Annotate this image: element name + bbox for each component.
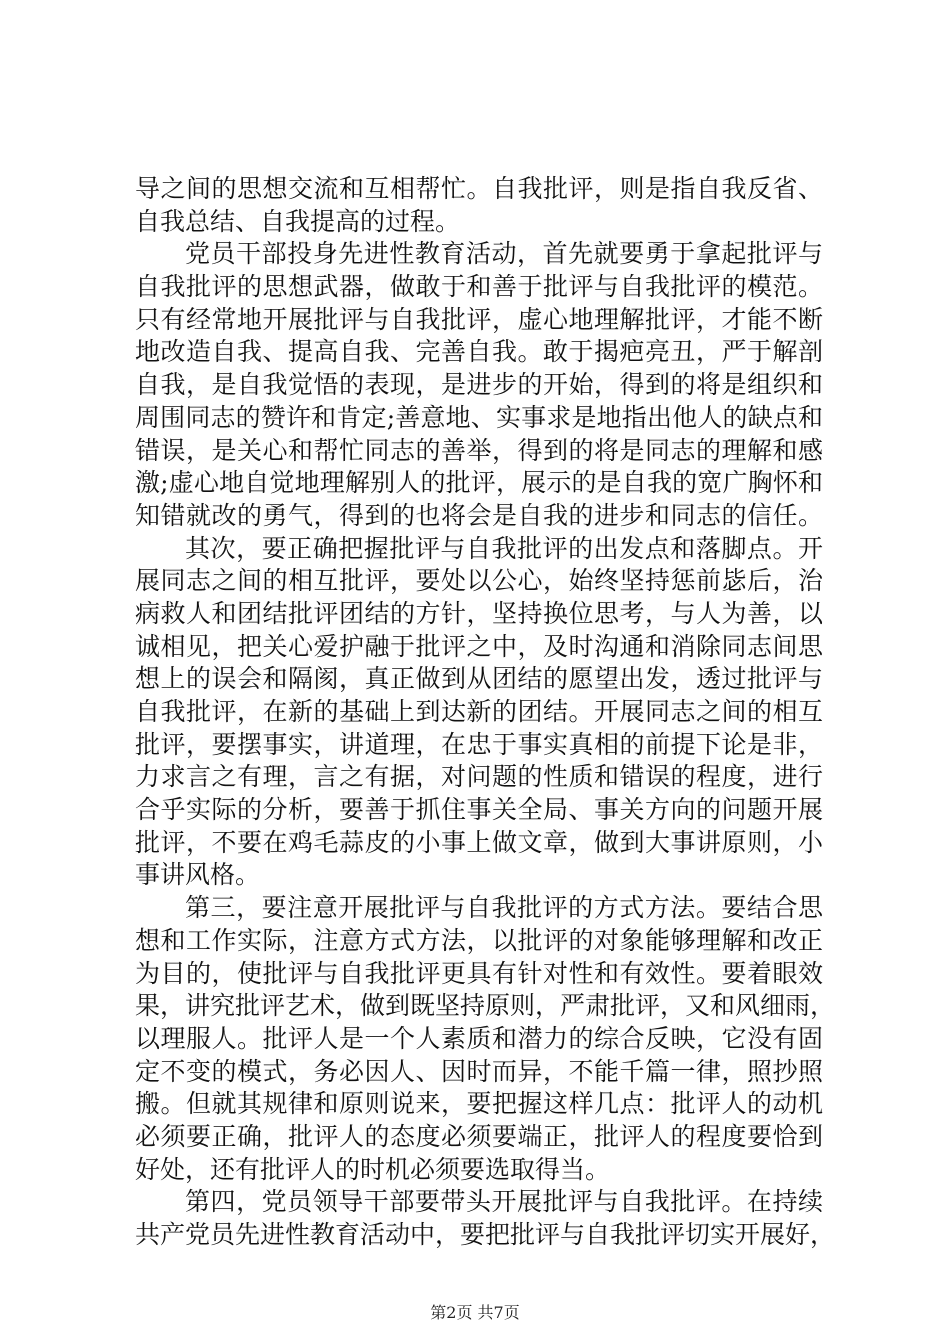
text-line: 共产党员先进性教育活动中，要把批评与自我批评切实开展好，: [135, 1220, 836, 1249]
text-line: 其次，要正确把握批评与自我批评的出发点和落脚点。开: [185, 533, 823, 563]
paragraph: [135, 238, 823, 532]
text-line: 病救人和团结批评团结的方针，坚持换位思考，与人为善，以: [135, 598, 823, 628]
paragraph: [135, 533, 823, 893]
text-line: 展同志之间的相互批评，要处以公心，始终坚持惩前毖后，治: [135, 566, 823, 596]
text-line: 自我总结、自我提高的过程。: [135, 206, 461, 236]
document-body: [135, 173, 836, 1252]
text-line: 想和工作实际，注意方式方法，以批评的对象能够理解和改正: [135, 925, 823, 955]
text-line: 果，讲究批评艺术，做到既坚持原则，严肃批评，又和风细雨，: [135, 991, 836, 1021]
text-line: 为目的，使批评与自我批评更具有针对性和有效性。要着眼效: [135, 958, 823, 988]
text-line: 搬。但就其规律和原则说来，要把握这样几点：批评人的动机: [135, 1089, 823, 1119]
text-line: 好处，还有批评人的时机必须要选取得当。: [135, 1154, 611, 1184]
page-footer: 第2页 共7页: [430, 1303, 520, 1322]
text-line: 激;虚心地自觉地理解别人的批评，展示的是自我的宽广胸怀和: [135, 468, 823, 498]
text-line: 党员干部投身先进性教育活动，首先就要勇于拿起批评与: [185, 239, 823, 269]
text-line: 定不变的模式，务必因人、因时而异，不能千篇一律，照抄照: [135, 1056, 823, 1086]
text-line: 诚相见，把关心爱护融于批评之中，及时沟通和消除同志间思: [135, 631, 823, 661]
text-line: 以理服人。批评人是一个人素质和潜力的综合反映，它没有固: [135, 1023, 823, 1053]
text-line: 自我，是自我觉悟的表现，是进步的开始，得到的将是组织和: [135, 370, 823, 400]
text-line: 导之间的思想交流和互相帮忙。自我批评，则是指自我反省、: [135, 174, 823, 203]
text-line: 知错就改的勇气，得到的也将会是自我的进步和同志的信任。: [135, 500, 823, 530]
text-line: 错误，是关心和帮忙同志的善举，得到的将是同志的理解和感: [135, 435, 823, 465]
text-line: 批评，要摆事实，讲道理，在忠于事实真相的前提下论是非，: [135, 729, 823, 759]
text-line: 力求言之有理，言之有据，对问题的性质和错误的程度，进行: [135, 762, 823, 792]
text-line: 第四，党员领导干部要带头开展批评与自我批评。在持续: [185, 1187, 823, 1217]
text-line: 周围同志的赞许和肯定;善意地、实事求是地指出他人的缺点和: [135, 402, 823, 432]
paragraph: [135, 1186, 836, 1251]
text-line: 第三，要注意开展批评与自我批评的方式方法。要结合思: [185, 893, 823, 923]
text-line: 只有经常地开展批评与自我批评，虚心地理解批评，才能不断: [135, 304, 823, 334]
text-line: 批评，不要在鸡毛蒜皮的小事上做文章，做到大事讲原则，小: [135, 827, 823, 857]
text-line: 想上的误会和隔阂，真正做到从团结的愿望出发，透过批评与: [135, 664, 823, 694]
text-line: 地改造自我、提高自我、完善自我。敢于揭疤亮丑，严于解剖: [135, 337, 823, 367]
text-line: 合乎实际的分析，要善于抓住事关全局、事关方向的问题开展: [135, 795, 823, 825]
text-line: 必须要正确，批评人的态度必须要端正，批评人的程度要恰到: [135, 1121, 823, 1151]
text-line: 自我批评的思想武器，做敢于和善于批评与自我批评的模范。: [135, 272, 823, 302]
text-line: 自我批评，在新的基础上到达新的团结。开展同志之间的相互: [135, 697, 823, 726]
paragraph: [135, 173, 823, 238]
paragraph: [135, 892, 836, 1186]
text-line: 事讲风格。: [135, 860, 261, 890]
